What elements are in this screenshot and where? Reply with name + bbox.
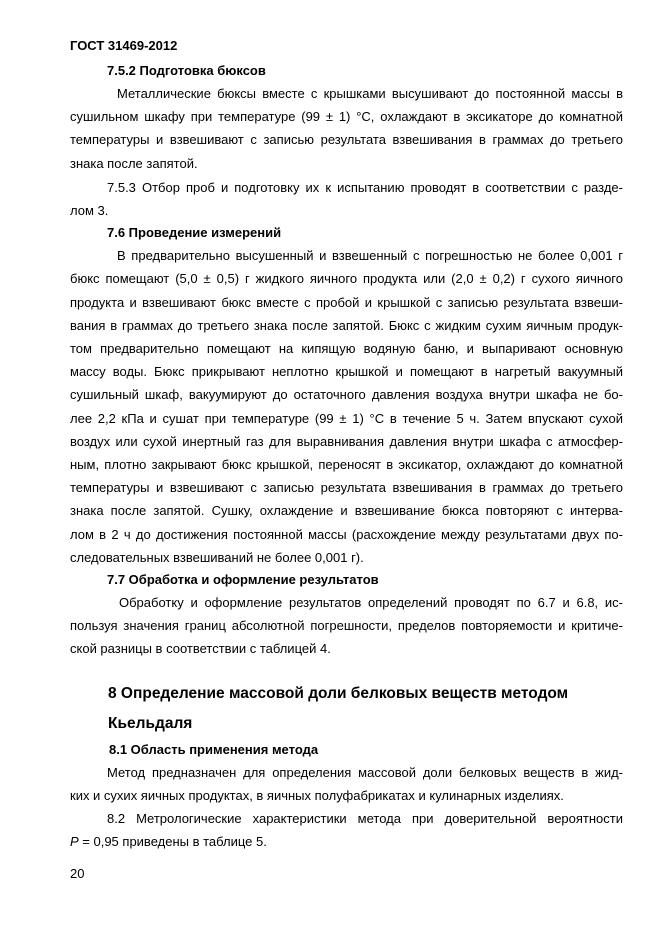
text-line: Обработку и оформление результатов определений проводят по 6.7 и 6.8, ис- [119, 595, 623, 611]
paragraph-8-1 [70, 761, 623, 807]
text-line: сушильном шкафу при температуре (99 ± 1) °С, охлаждают в эксикаторе до комнатной [70, 109, 623, 125]
paragraph-7-5-3 [70, 176, 623, 222]
text-line: ких и сухих яичных продуктах, в яичных полуфабрикатах и кулинарных изделиях. [70, 787, 564, 803]
text-line: температуры и взвешивают с записью результата взвешивания в граммах до третьего [70, 480, 623, 496]
section-heading-7-7: 7.7 Обработка и оформление результатов [107, 572, 379, 588]
paragraph-8-2 [70, 807, 623, 853]
page-body [70, 60, 623, 853]
probability-symbol: P [70, 834, 79, 850]
text-line: массу воды. Бюкс прикрывают неплотно крышкой и помещают в нагретый вакуумный [70, 364, 623, 380]
text-line: температуры и взвешивают с записью результата взвешивания в граммах до третьего [70, 132, 623, 148]
text-line: пользуя значения границ абсолютной погрешности, пределов повторяемости и критиче- [70, 618, 623, 634]
text-fragment: = 0,95 приведены в таблице 5. [78, 834, 267, 850]
text-line: знака после запятой. [70, 155, 198, 171]
text-line: следовательных взвешиваний не более 0,001 г). [70, 549, 364, 565]
chapter-title-line: Кьельдаля [108, 714, 193, 732]
text-line: 7.5.3 Отбор проб и подготовку их к испытанию проводят в соответствии с разде- [107, 179, 623, 195]
section-heading-7-5-2: 7.5.2 Подготовка бюксов [107, 63, 266, 78]
text-line: том предварительно помещают на кипящую водяную баню, и выпаривают основную [70, 341, 623, 357]
text-line: воздух или сухой инертный газ для выравнивания давления внутри шкафа с атмосфер- [70, 433, 623, 449]
text-line [70, 830, 623, 853]
page-number: 20 [70, 866, 85, 881]
text-line: знака после запятой. Сушку, охлаждение и взвешивание бюкса повторяют с интерва- [70, 503, 623, 519]
text-line: бюкс помещают (5,0 ± 0,5) г жидкого яичного продукта или (2,0 ± 0,2) г сухого яичного [70, 271, 623, 287]
text-line: продукта и взвешивают бюкс вместе с пробой и крышкой с записью результата взвеши- [70, 294, 623, 310]
text-line: 8.2 Метрологические характеристики метода при доверительной вероятности [107, 811, 623, 827]
text-line: ным, плотно закрывают бюкс крышкой, переносят в эксикатор, охлаждают до комнатной [70, 457, 623, 473]
chapter-title-line: 8 Определение массовой доли белковых веществ методом [108, 684, 569, 702]
text-line: Метод предназначен для определения массовой доли белковых веществ в жид- [107, 764, 623, 780]
document-code: ГОСТ 31469-2012 [70, 38, 178, 53]
paragraph-7-7 [70, 591, 623, 661]
text-line: сушильный шкаф, вакуумируют до остаточного давления воздуха внутри шкафа не бо- [70, 387, 623, 403]
text-line: лом 3. [70, 203, 109, 219]
section-heading-7-6: 7.6 Проведение измерений [107, 225, 282, 241]
paragraph-7-5-2 [70, 82, 623, 175]
text-line: лом в 2 ч до достижения постоянной массы (расхождение между результатами двух по- [70, 526, 623, 542]
chapter-heading-8 [70, 681, 623, 737]
text-line: ской разницы в соответствии с таблицей 4. [70, 641, 331, 657]
paragraph-7-6 [70, 244, 623, 569]
text-line: В предварительно высушенный и взвешенный с погрешностью не более 0,001 г [117, 248, 623, 264]
section-heading-8-1: 8.1 Область применения метода [109, 741, 319, 757]
text-line: вания в граммах до третьего знака после запятой. Бюкс с жидким сухим яичным продук- [70, 317, 623, 333]
text-line: Металлические бюксы вместе с крышками высушивают до постоянной массы в [117, 86, 623, 101]
text-line: лее 2,2 кПа и сушат при температуре (99 ± 1) °С в течение 5 ч. Затем впускают сухой [70, 410, 623, 426]
